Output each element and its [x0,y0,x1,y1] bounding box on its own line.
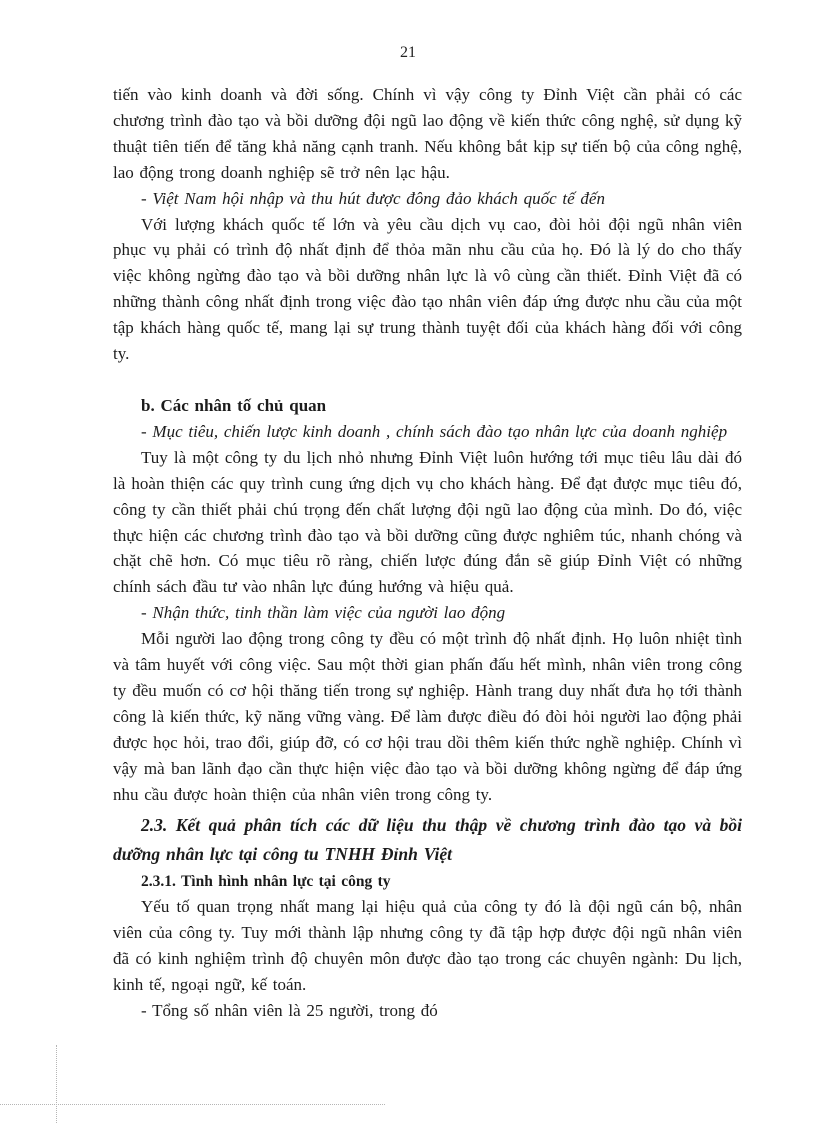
body-paragraph: Tuy là một công ty du lịch nhỏ nhưng Đỉnh Việt luôn hướng tới mục tiêu lâu dài đó là hoàn thiện các quy trình cung ứng dịch vụ cho khách hàng. Để đạt được mục tiêu đó, công ty cần thiết phải chú trọng đến chất lượng đội ngũ lao động của mình. Do đó, việc thực hiện các chương trình đào tạo và bồi dưỡng cũng được nghiêm túc, nhanh chóng và chặt chẽ hơn. Có mục tiêu rõ ràng, chiến lược đúng đắn sẽ giúp Đỉnh Việt có những chính sách đầu tư vào nhân lực đúng hướng và hiệu quả. [113,447,742,597]
subsection-heading: b. Các nhân tố chủ quan [141,395,327,415]
body-paragraph: Yếu tố quan trọng nhất mang lại hiệu quả của công ty đó là đội ngũ cán bộ, nhân viên của công ty. Tuy mới thành lập nhưng công ty đã tập hợp được đội ngũ nhân viên đã có kinh nghiệm trình độ chuyên môn được đào tạo trong các chuyên ngành: Du lịch, kinh tế, ngoại ngữ, kế toán. [113,897,742,995]
dash-item-italic: - Việt Nam hội nhập và thu hút được đông đảo khách quốc tế đến [141,188,605,208]
document-body [113,82,742,1024]
dotted-guide-horizontal [0,1104,385,1105]
body-paragraph: Với lượng khách quốc tế lớn và yêu cầu dịch vụ cao, đòi hỏi đội ngũ nhân viên phục vụ phải có trình độ nhất định để thỏa mãn nhu cầu của họ. Đó là lý do cho thấy việc không ngừng đào tạo và bồi dưỡng nhân lực là vô cùng cần thiết. Đỉnh Việt đã có những thành công nhất định trong việc đào tạo nhân viên đáp ứng được nhu cầu của một tập khách hàng quốc tế, mang lại sự trung thành tuyệt đối của khách hàng đối với công ty. [113,214,742,364]
section-heading: 2.3. Kết quả phân tích các dữ liệu thu thập về chương trình đào tạo và bồi dưỡng nhân lực tại công tu TNHH Đỉnh Việt [113,815,742,865]
body-paragraph-continuation: tiến vào kinh doanh và đời sống. Chính vì vậy công ty Đỉnh Việt cần phải có các chương trình đào tạo và bồi dưỡng đội ngũ lao động về kiến thức công nghệ, sử dụng kỹ thuật tiên tiến để tăng khả năng cạnh tranh. Nếu không bắt kịp sự tiến bộ của công nghệ, lao động trong doanh nghiệp sẽ trở nên lạc hậu. [113,85,742,182]
dash-item: - Tổng số nhân viên là 25 người, trong đó [141,1001,438,1021]
sub-section-heading: 2.3.1. Tình hình nhân lực tại công ty [141,873,391,891]
body-paragraph: Mỗi người lao động trong công ty đều có một trình độ nhất định. Họ luôn nhiệt tình và tâm huyết với công việc. Sau một thời gian phấn đấu hết mình, nhân viên trong công ty đều muốn có cơ hội thăng tiến trong sự nghiệp. Hành trang duy nhất đưa họ tới thành công là kiến thức, kỹ năng vững vàng. Để làm được điều đó đòi hỏi người lao động phải được học hỏi, trao đổi, giúp đỡ, có cơ hội trau dồi thêm kiến thức nghề nghiệp. Chính vì vậy mà ban lãnh đạo cần thực hiện việc đào tạo và bồi dưỡng không ngừng để đáp ứng nhu cầu được hoàn thiện của nhân viên trong công ty. [113,629,742,804]
dash-item-italic: - Nhận thức, tinh thần làm việc của người lao động [141,603,506,623]
page-number: 21 [400,44,416,61]
dash-item-italic: - Mục tiêu, chiến lược kinh doanh , chính sách đào tạo nhân lực của doanh nghiệp [141,421,728,441]
dotted-guide-vertical [56,1045,57,1123]
